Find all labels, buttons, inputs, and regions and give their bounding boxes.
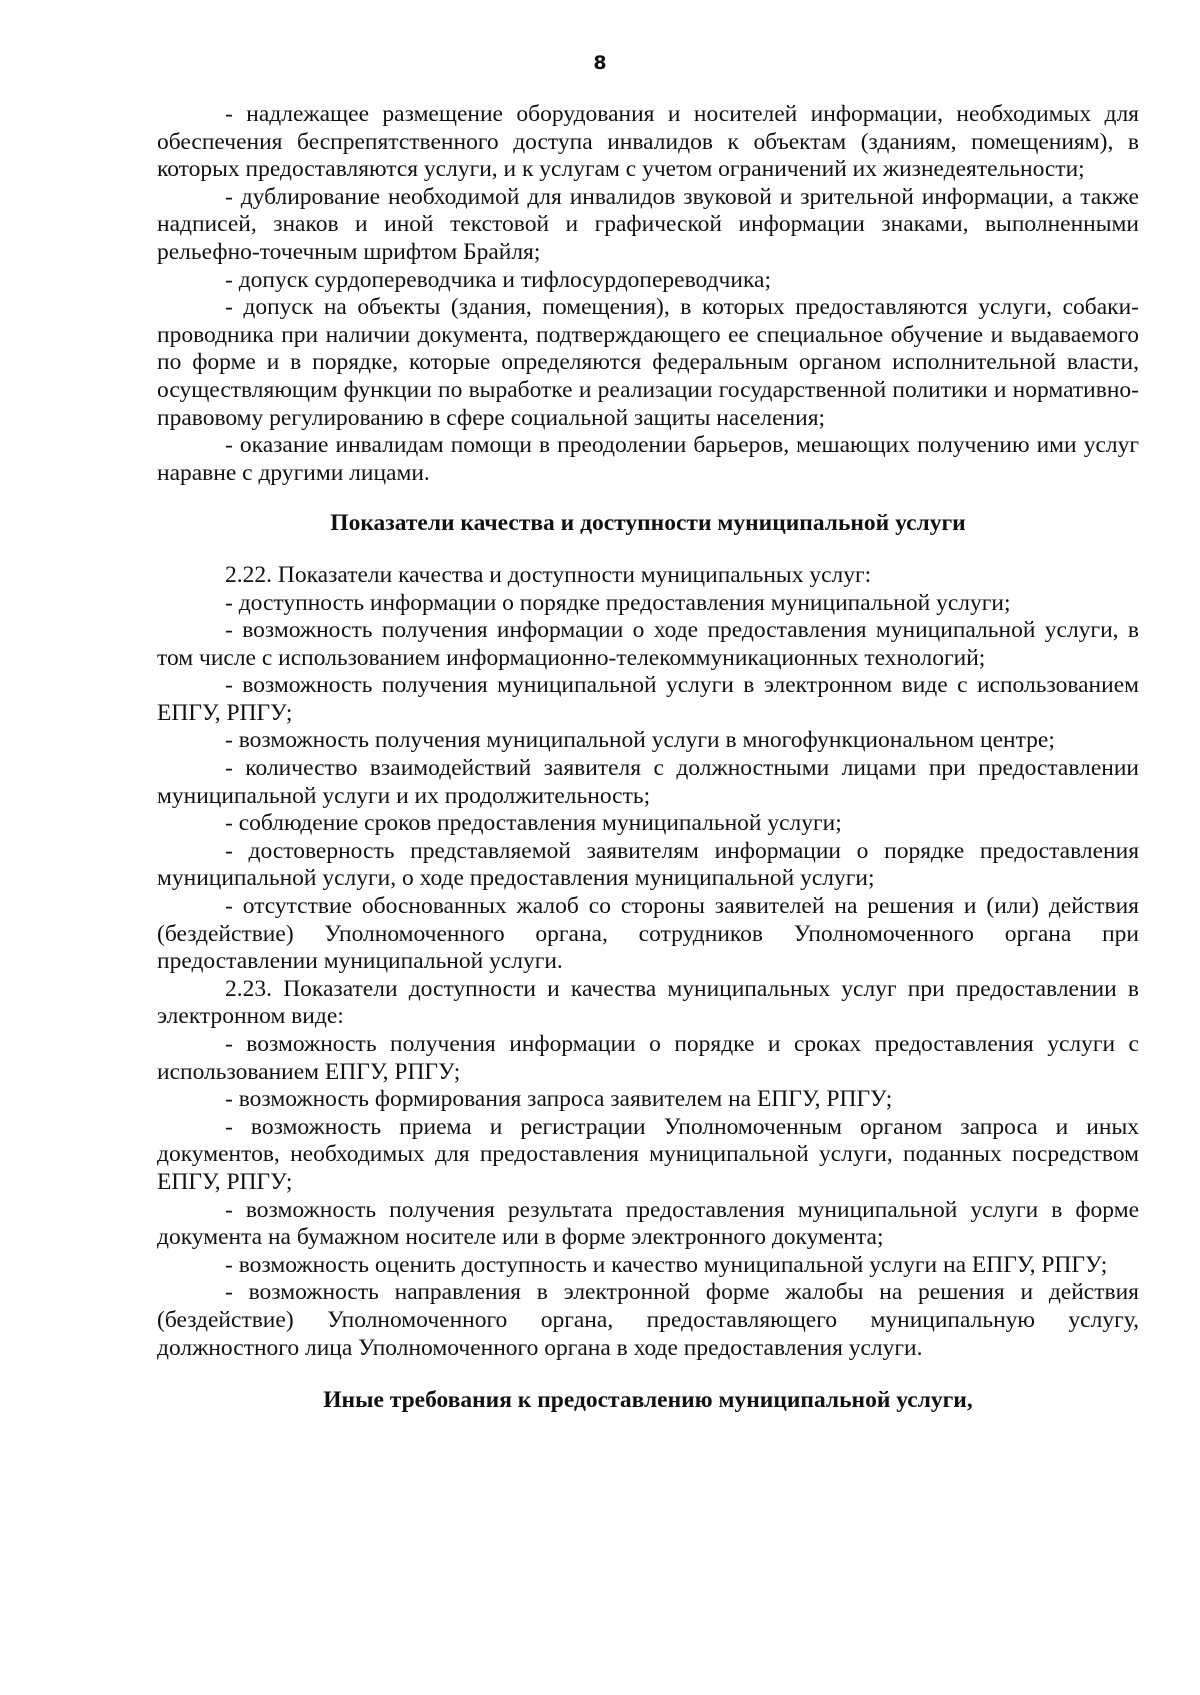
- section-heading: Иные требования к предоставлению муниципальной услуги,: [323, 1387, 973, 1414]
- paragraph: - допуск сурдопереводчика и тифлосурдопереводчика;: [225, 266, 771, 293]
- page-number: 8: [593, 52, 607, 74]
- paragraph: - достоверность представляемой заявителям информации о порядке предоставления муниципальной услуги, о ходе предоставления муниципальной услуги;: [157, 837, 1139, 892]
- paragraph: - отсутствие обоснованных жалоб со стороны заявителей на решения и (или) действия (бездействие) Уполномоченного органа, сотрудников Уполномоченного органа при предоставлении муниципальной услуги.: [157, 893, 1139, 975]
- paragraph: - оказание инвалидам помощи в преодолении барьеров, мешающих получению ими услуг наравне с другими лицами.: [157, 432, 1139, 486]
- paragraph: 2.22. Показатели качества и доступности муниципальных услуг:: [225, 561, 872, 588]
- paragraph: - возможность получения муниципальной услуги в электронном виде с использованием ЕПГУ, РПГУ;: [157, 672, 1139, 726]
- paragraph: - надлежащее размещение оборудования и носителей информации, необходимых для обеспечения беспрепятственного доступа инвалидов к объектам (зданиям, помещениям), в которых предоставляются услуги, и к услугам с учетом ограничений их жизнедеятельности;: [157, 101, 1139, 183]
- paragraph: - возможность приема и регистрации Уполномоченным органом запроса и иных документов, необходимых для предоставления муниципальной услуги, поданных посредством ЕПГУ, РПГУ;: [157, 1113, 1139, 1195]
- paragraph: - допуск на объекты (здания, помещения), в которых предоставляются услуги, собаки-проводника при наличии документа, подтверждающего ее специальное обучение и выдаваемого по форме и в порядке, которые определяются федеральным органом исполнительной власти, осуществляющим функции по выработке и реализации государственной политики и нормативно-правовому регулированию в сфере социальной защиты населения;: [157, 294, 1139, 431]
- paragraph: - дублирование необходимой для инвалидов звуковой и зрительной информации, а также надписей, знаков и иной текстовой и графической информации знаками, выполненными рельефно-точечным шрифтом Брайля;: [157, 183, 1139, 265]
- document-body: [157, 101, 1139, 1415]
- paragraph: - возможность формирования запроса заявителем на ЕПГУ, РПГУ;: [225, 1086, 893, 1113]
- paragraph: - возможность оценить доступность и качество муниципальной услуги на ЕПГУ, РПГУ;: [225, 1251, 1108, 1278]
- paragraph: - соблюдение сроков предоставления муниципальной услуги;: [225, 810, 842, 837]
- paragraph: - возможность получения результата предоставления муниципальной услуги в форме документа на бумажном носителе или в форме электронного документа;: [157, 1196, 1139, 1251]
- paragraph: 2.23. Показатели доступности и качества муниципальных услуг при предоставлении в электронном виде:: [157, 975, 1139, 1030]
- paragraph: - количество взаимодействий заявителя с должностными лицами при предоставлении муниципальной услуги и их продолжительность;: [157, 755, 1139, 809]
- paragraph: - возможность направления в электронной форме жалобы на решения и действия (бездействие) Уполномоченного органа, предоставляющего муниципальную услугу, должностного лица Уполномоченного органа в ходе предоставления услуги.: [157, 1279, 1139, 1361]
- paragraph: - возможность получения информации о ходе предоставления муниципальной услуги, в том числе с использованием информационно-телекоммуникационных технологий;: [157, 617, 1139, 671]
- paragraph: - доступность информации о порядке предоставления муниципальной услуги;: [225, 589, 1011, 616]
- section-heading: Показатели качества и доступности муниципальной услуги: [330, 510, 966, 537]
- paragraph: - возможность получения муниципальной услуги в многофункциональном центре;: [225, 727, 1055, 754]
- paragraph: - возможность получения информации о порядке и сроках предоставления услуги с использованием ЕПГУ, РПГУ;: [157, 1031, 1139, 1085]
